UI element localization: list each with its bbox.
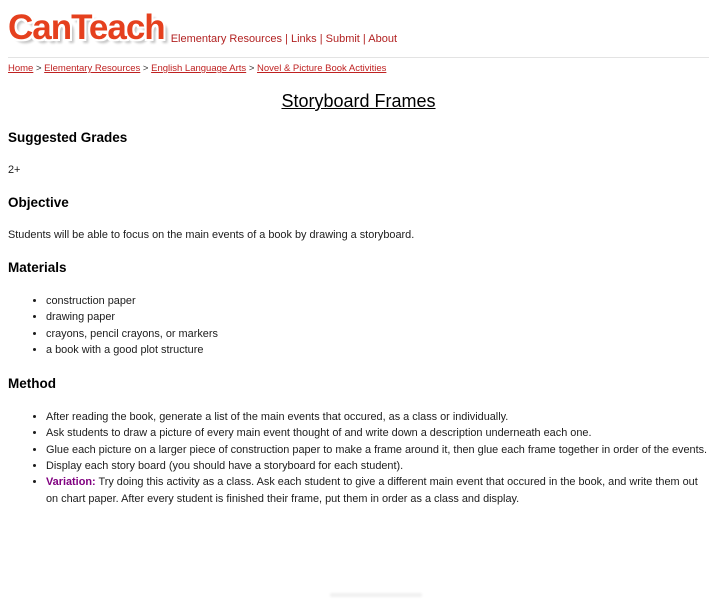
- page-title: Storyboard Frames: [281, 91, 436, 111]
- breadcrumb-link-english-language-arts[interactable]: English Language Arts: [151, 63, 247, 74]
- nav-link-submit[interactable]: Submit: [325, 33, 360, 45]
- section-heading-objective: Objective: [8, 195, 69, 210]
- list-item: • Display each story board (you should have a storyboard for each student).: [46, 458, 709, 474]
- list-item: • Variation: Try doing this activity as a class. Ask each student to give a different main event that occured in the book, and write them out on chart paper. After every student is finished their frame, put them in order as a class and display.: [46, 474, 709, 507]
- article-body: [8, 130, 709, 507]
- section-list-materials: [8, 293, 709, 358]
- nav-separator: |: [316, 33, 326, 45]
- breadcrumb-link-elementary-resources[interactable]: Elementary Resources: [44, 63, 141, 74]
- top-nav: [171, 33, 397, 45]
- page: [8, 8, 709, 592]
- breadcrumb-link-home[interactable]: Home: [8, 63, 34, 74]
- breadcrumb-separator: >: [140, 63, 152, 74]
- section-paragraph: 2+: [8, 164, 21, 176]
- site-header: [8, 8, 709, 48]
- section-heading-materials: Materials: [8, 260, 67, 275]
- list-item: • After reading the book, generate a list of the main events that occured, as a class or individually.: [46, 409, 709, 425]
- nav-link-elementary-resources[interactable]: Elementary Resources: [170, 33, 282, 45]
- cutoff-content-artifact: [330, 593, 422, 597]
- list-item: • Ask students to draw a picture of every main event thought of and write down a description underneath each one.: [46, 425, 709, 441]
- header-divider: [8, 57, 709, 58]
- breadcrumb: [8, 63, 709, 74]
- list-item: • construction paper: [46, 293, 709, 309]
- site-logo[interactable]: CanTeach: [8, 8, 165, 47]
- section-heading-suggested-grades: Suggested Grades: [8, 130, 128, 145]
- section-heading-method: Method: [8, 376, 56, 392]
- list-item: • Glue each picture on a larger piece of construction paper to make a frame around it, then glue each frame together in order of the events.: [46, 442, 709, 458]
- list-item: • drawing paper: [46, 309, 709, 325]
- breadcrumb-separator: >: [33, 63, 45, 74]
- variation-label: Variation:: [46, 476, 96, 489]
- breadcrumb-separator: >: [246, 63, 258, 74]
- section-list-method: [8, 409, 709, 507]
- nav-link-links[interactable]: Links: [290, 33, 317, 45]
- breadcrumb-link-novel-picture-book-activities[interactable]: Novel & Picture Book Activities: [257, 63, 387, 74]
- nav-link-about[interactable]: About: [368, 33, 397, 45]
- section-paragraph: Students will be able to focus on the main events of a book by drawing a storyboard.: [8, 229, 415, 241]
- nav-separator: |: [359, 33, 369, 45]
- list-item: • crayons, pencil crayons, or markers: [46, 326, 709, 342]
- list-item: • a book with a good plot structure: [46, 342, 709, 358]
- nav-separator: |: [281, 33, 291, 45]
